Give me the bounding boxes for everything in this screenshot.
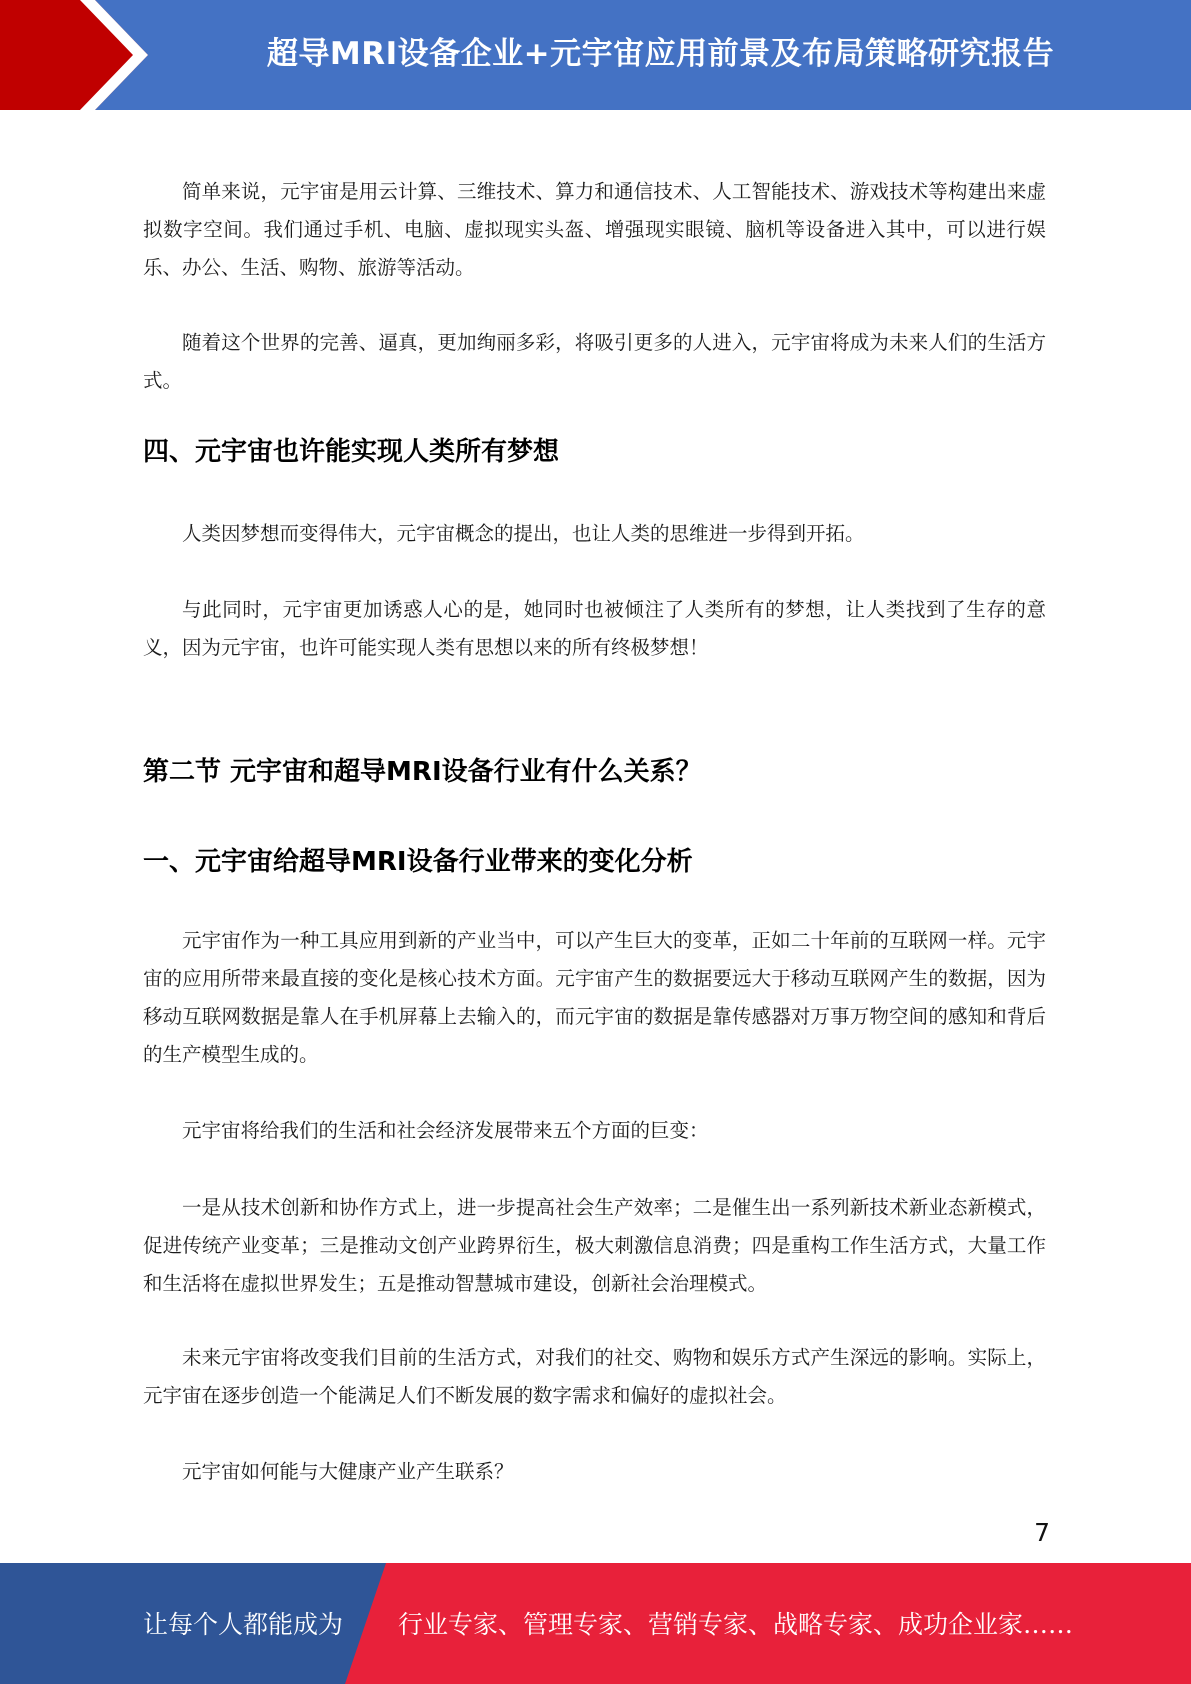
- paragraph-future-lifestyle: 随着这个世界的完善、逼真，更加绚丽多彩，将吸引更多的人进入，元宇宙将成为未来人们的生活方式。: [143, 331, 1046, 392]
- paragraph-ultimate-dreams: 与此同时，元宇宙更加诱惑人心的是，她同时也被倾注了人类所有的梦想，让人类找到了生存的意义，因为元宇宙，也许可能实现人类有思想以来的所有终极梦想！: [143, 598, 1046, 659]
- header-title: 超导MRI设备企业+元宇宙应用前景及布局策略研究报告: [266, 36, 1055, 72]
- footer-slogan-right: 行业专家、管理专家、营销专家、战略专家、成功企业家……: [398, 1610, 1074, 1639]
- footer-slogan-left: 让每个人都能成为: [143, 1610, 344, 1639]
- chapter-section-heading: 第二节 元宇宙和超导MRI设备行业有什么关系？: [143, 757, 702, 787]
- paragraph-industry-changes: 元宇宙作为一种工具应用到新的产业当中，可以产生巨大的变革，正如二十年前的互联网一样。元宇宙的应用所带来最直接的变化是核心技术方面。元宇宙产生的数据要远大于移动互联网产生的数据，因为移动互联网数据是靠人在手机屏幕上去输入的，而元宇宙的数据是靠传感器对万事万物空间的感知和背后的生产模型生成的。: [143, 929, 1046, 1066]
- paragraph-metaverse-definition: 简单来说，元宇宙是用云计算、三维技术、算力和通信技术、人工智能技术、游戏技术等构建出来虚拟数字空间。我们通过手机、电脑、虚拟现实头盔、增强现实眼镜、脑机等设备进入其中，可以进行娱乐、办公、生活、购物、旅游等活动。: [143, 180, 1046, 279]
- subsection-heading-changes: 一、元宇宙给超导MRI设备行业带来的变化分析: [143, 847, 693, 877]
- paragraph-health-question: 元宇宙如何能与大健康产业产生联系？: [182, 1460, 514, 1483]
- paragraph-human-dreams: 人类因梦想而变得伟大，元宇宙概念的提出，也让人类的思维进一步得到开拓。: [182, 522, 865, 545]
- page-header: [0, 0, 1191, 110]
- page-footer: [0, 1563, 1191, 1684]
- paragraph-lifestyle-impact: 未来元宇宙将改变我们目前的生活方式，对我们的社交、购物和娱乐方式产生深远的影响。实际上，元宇宙在逐步创造一个能满足人们不断发展的数字需求和偏好的虚拟社会。: [143, 1346, 1046, 1407]
- page-number: 7: [1034, 1518, 1050, 1547]
- paragraph-five-changes-intro: 元宇宙将给我们的生活和社会经济发展带来五个方面的巨变：: [182, 1119, 709, 1142]
- section-heading-dreams: 四、元宇宙也许能实现人类所有梦想: [143, 437, 560, 467]
- paragraph-five-changes-list: 一是从技术创新和协作方式上，进一步提高社会生产效率；二是催生出一系列新技术新业态新模式，促进传统产业变革；三是推动文创产业跨界衍生，极大刺激信息消费；四是重构工作生活方式，大量工作和生活将在虚拟世界发生；五是推动智慧城市建设，创新社会治理模式。: [143, 1196, 1046, 1295]
